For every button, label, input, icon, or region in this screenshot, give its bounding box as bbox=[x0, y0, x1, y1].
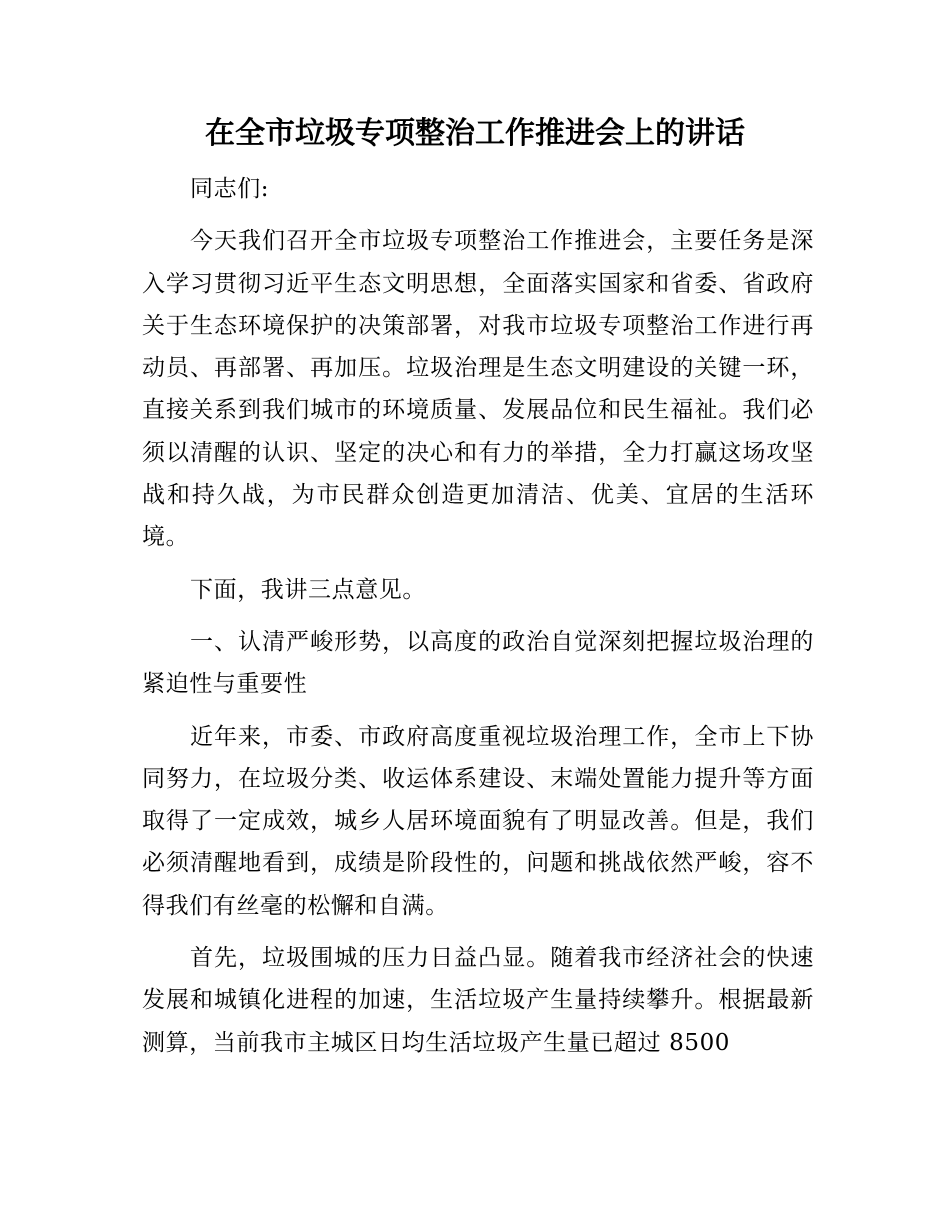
pressure-paragraph: 首先，垃圾围城的压力日益凸显。随着我市经济社会的快速发展和城镇化进程的加速，生活垃圾产生量持续攀升。根据最新测算，当前我市主城区日均生活垃圾产生量已超过 8500 bbox=[142, 945, 814, 1056]
section-heading-1: 一、认清严峻形势，以高度的政治自觉深刻把握垃圾治理的紧迫性与重要性 bbox=[142, 628, 814, 698]
document-title: 在全市垃圾专项整治工作推进会上的讲话 bbox=[205, 116, 745, 151]
intro-paragraph: 今天我们召开全市垃圾专项整治工作推进会，主要任务是深入学习贯彻习近平生态文明思想，全面落实国家和省委、省政府关于生态环境保护的决策部署，对我市垃圾专项整治工作进行再动员、再部署、再加压。垃圾治理是生态文明建设的关键一环，直接关系到我们城市的环境质量、发展品位和民生福祉。我们必须以清醒的认识、坚定的决心和有力的举措，全力打赢这场攻坚战和持久战，为市民群众创造更加清洁、优美、宜居的生活环境。 bbox=[142, 228, 814, 551]
outline-paragraph: 下面，我讲三点意见。 bbox=[190, 576, 426, 603]
salutation-paragraph: 同志们: bbox=[190, 176, 270, 202]
document-body bbox=[142, 168, 814, 1064]
situation-paragraph: 近年来，市委、市政府高度重视垃圾治理工作，全市上下协同努力，在垃圾分类、收运体系建设、末端处置能力提升等方面取得了一定成效，城乡人居环境面貌有了明显改善。但是，我们必须清醒地看到，成绩是阶段性的，问题和挑战依然严峻，容不得我们有丝毫的松懈和自满。 bbox=[142, 723, 814, 919]
